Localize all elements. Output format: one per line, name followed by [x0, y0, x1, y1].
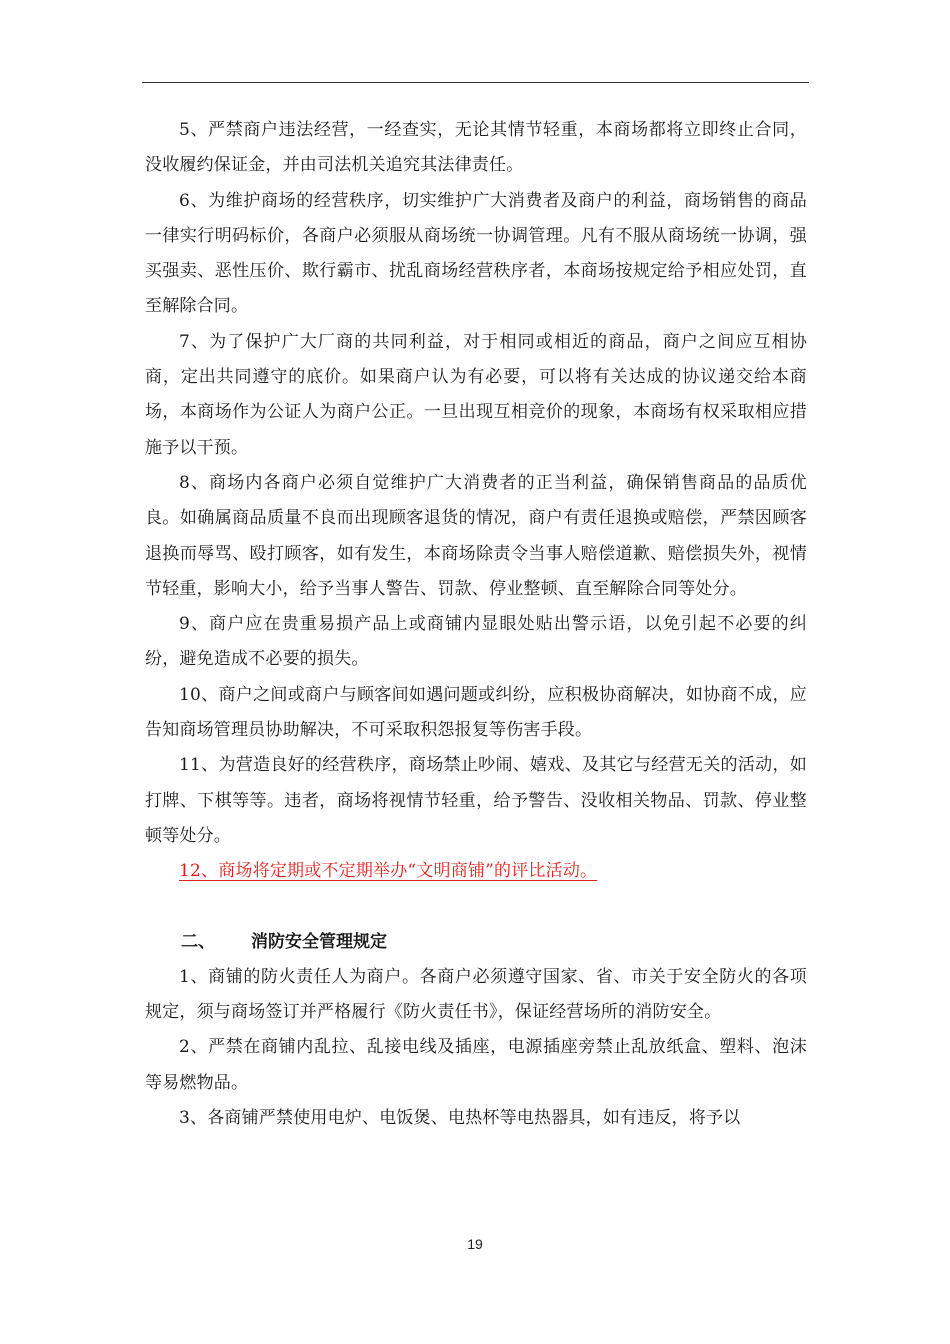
rule-paragraph-12-highlighted — [145, 854, 807, 889]
fire-rule-paragraph-2: 2、严禁在商铺内乱拉、乱接电线及插座，电源插座旁禁止乱放纸盒、塑料、泡沫等易燃物品。 — [145, 1037, 807, 1093]
section-title: 消防安全管理规定 — [251, 931, 387, 952]
rule-paragraph-11: 11、为营造良好的经营秩序，商场禁止吵闹、嬉戏、及其它与经营无关的活动，如打牌、下棋等等。违者，商场将视情节轻重，给予警告、没收相关物品、罚款、停业整顿等处分。 — [145, 755, 807, 846]
rule-paragraph-5: 5、严禁商户违法经营，一经查实，无论其情节轻重，本商场都将立即终止合同，没收履约保证金，并由司法机关追究其法律责任。 — [145, 120, 807, 176]
section-heading — [145, 925, 807, 960]
highlighted-rule-text: 12、商场将定期或不定期举办“文明商铺”的评比活动。 — [179, 861, 598, 882]
fire-rule-paragraph-3: 3、各商铺严禁使用电炉、电饭煲、电热杯等电热器具，如有违反，将予以 — [179, 1108, 741, 1129]
fire-rule-paragraph-1: 1、商铺的防火责任人为商户。各商户必须遵守国家、省、市关于安全防火的各项规定，须与商场签订并严格履行《防火责任书》，保证经营场所的消防安全。 — [145, 966, 807, 1023]
page-number: 19 — [467, 1236, 483, 1252]
rule-paragraph-9: 9、商户应在贵重易损产品上或商铺内显眼处贴出警示语，以免引起不必要的纠纷，避免造成不必要的损失。 — [145, 614, 807, 670]
header-rule — [142, 82, 809, 83]
section-spacer — [145, 890, 807, 925]
rule-paragraph-8: 8、商场内各商户必须自觉维护广大消费者的正当利益，确保销售商品的品质优良。如确属商品质量不良而出现顾客退货的情况，商户有责任退换或赔偿，严禁因顾客退换而辱骂、殴打顾客，如有发生，本商场除责令当事人赔偿道歉、赔偿损失外，视情节轻重，影响大小，给予当事人警告、罚款、停业整顿、直至解除合同等处分。 — [145, 472, 807, 599]
rule-paragraph-6: 6、为维护商场的经营秩序，切实维护广大消费者及商户的利益，商场销售的商品一律实行明码标价，各商户必须服从商场统一协调管理。凡有不服从商场统一协调，强买强卖、恶性压价、欺行霸市、扰乱商场经营秩序者，本商场按规定给予相应处罚，直至解除合同。 — [145, 190, 807, 317]
rule-paragraph-10: 10、商户之间或商户与顾客间如遇问题或纠纷，应积极协商解决，如协商不成，应告知商场管理员协助解决，不可采取积怨报复等伤害手段。 — [145, 684, 807, 741]
section-number: 二、 — [181, 931, 215, 952]
rule-paragraph-7: 7、为了保护广大厂商的共同利益，对于相同或相近的商品，商户之间应互相协商，定出共同遵守的底价。如果商户认为有必要，可以将有关达成的协议递交给本商场，本商场作为公证人为商户公正。一旦出现互相竞价的现象，本商场有权采取相应措施予以干预。 — [145, 331, 807, 458]
document-body — [145, 113, 807, 1136]
